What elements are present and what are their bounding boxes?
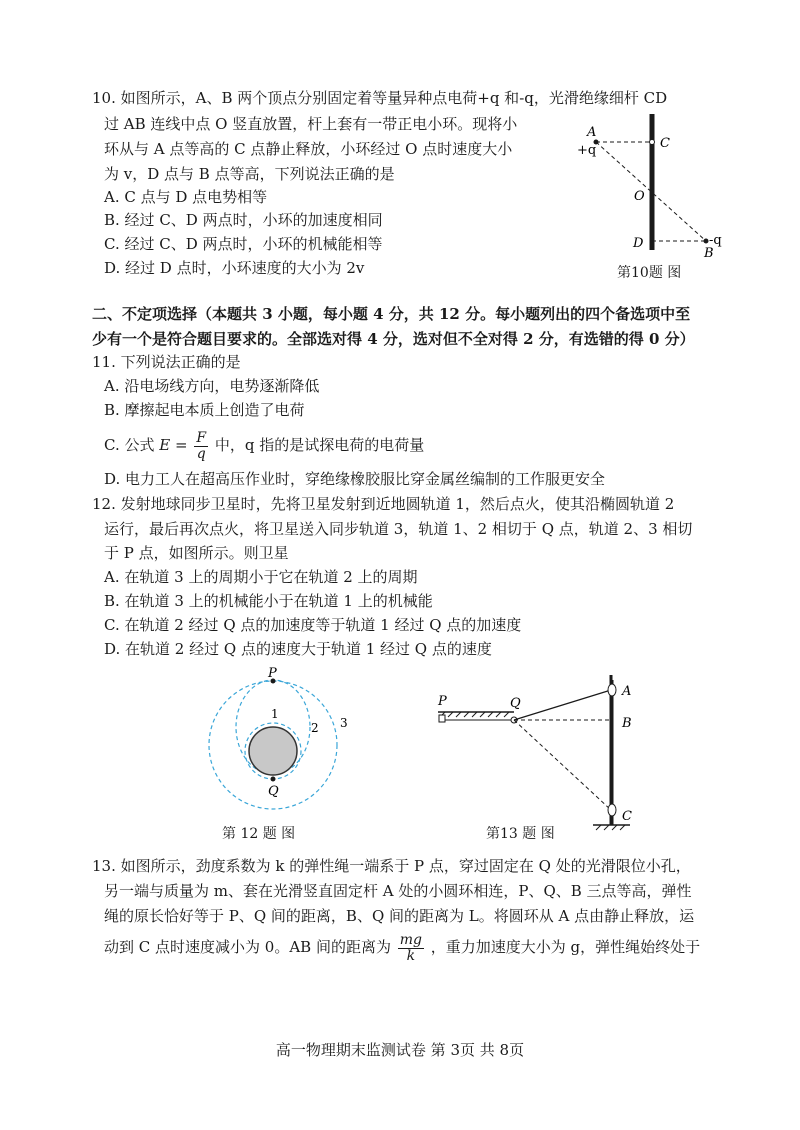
q13-caption: 第13 题 图 xyxy=(486,826,555,842)
q12-label-q: Q xyxy=(268,784,279,799)
q12-caption: 第 12 题 图 xyxy=(222,826,296,842)
q12-figure xyxy=(200,665,360,820)
q13-line-1: 13. 如图所示，劲度系数为 k 的弹性绳一端系于 P 点，穿过固定在 Q 处的光滑限位小孔， xyxy=(92,857,691,875)
q12-option-b: B. 在轨道 3 上的机械能小于在轨道 1 上的机械能 xyxy=(104,592,433,610)
q10-caption: 第10题 图 xyxy=(617,265,682,281)
q11-option-c-prefix: C. 公式 xyxy=(104,436,155,454)
q13-figure xyxy=(428,665,648,835)
q13-line-4-suffix: ，重力加速度大小为 g，弹性绳始终处于 xyxy=(430,938,701,956)
q10-figure xyxy=(570,110,740,260)
q11-option-a: A. 沿电场线方向，电势逐渐降低 xyxy=(104,377,320,395)
q12-option-d: D. 在轨道 2 经过 Q 点的速度大于轨道 1 经过 Q 点的速度 xyxy=(104,640,492,658)
q13-fraction-den: k xyxy=(406,947,416,964)
q12-point-q xyxy=(271,777,276,782)
q12-line-3: 于 P 点，如图所示。则卫星 xyxy=(104,544,289,562)
q12-option-a: A. 在轨道 3 上的周期小于它在轨道 2 上的周期 xyxy=(104,568,418,586)
q10-charge-b xyxy=(704,239,709,244)
q10-line-2: 过 AB 连线中点 O 竖直放置，杆上套有一带正电小环。现将小 xyxy=(104,115,518,133)
q13-anchor-p xyxy=(439,715,445,722)
page-footer: 高一物理期末监测试卷 第 3页 共 8页 xyxy=(275,1041,525,1059)
q10-label-plus-q: +q xyxy=(577,143,597,158)
q10-option-b: B. 经过 C、D 两点时，小环的加速度相同 xyxy=(104,211,383,229)
q13-rope-qa xyxy=(514,690,611,720)
q13-line-4 xyxy=(104,929,700,965)
q10-line-1: 10. 如图所示，A、B 两个顶点分别固定着等量异种点电荷+q 和-q，光滑绝缘细杆 CD xyxy=(92,89,668,107)
q11-formula-lhs: E = xyxy=(159,436,188,454)
q11-option-b: B. 摩擦起电本质上创造了电荷 xyxy=(104,401,305,419)
q11-option-d: D. 电力工人在超高压作业时，穿绝缘橡胶服比穿金属丝编制的工作服更安全 xyxy=(104,470,606,488)
q13-line-4-prefix: 动到 C 点时速度减小为 0。AB 间的距离为 xyxy=(104,938,391,956)
q12-label-3: 3 xyxy=(340,716,348,730)
q10-option-d: D. 经过 D 点时，小环速度的大小为 2v xyxy=(104,259,365,277)
q11-formula-fraction xyxy=(194,431,208,462)
q13-fraction xyxy=(398,933,424,964)
q11-formula-den: q xyxy=(196,445,206,462)
q10-option-c: C. 经过 C、D 两点时，小环的机械能相等 xyxy=(104,235,383,253)
q11-option-c-suffix: 中，q 指的是试探电荷的电荷量 xyxy=(214,436,425,454)
q11-stem: 11. 下列说法正确的是 xyxy=(92,353,241,371)
q10-label-o: O xyxy=(634,189,645,204)
q11-option-c xyxy=(104,427,424,463)
q10-label-d: D xyxy=(633,236,644,251)
q12-label-1: 1 xyxy=(271,707,279,721)
q10-line-3: 环从与 A 点等高的 C 点静止释放，小环经过 O 点时速度大小 xyxy=(104,140,513,158)
q13-label-c: C xyxy=(622,809,632,824)
q13-ring-c xyxy=(608,804,616,816)
q12-line-2: 运行，最后再次点火，将卫星送入同步轨道 3，轨道 1、2 相切于 Q 点，轨道 2、3 相切 xyxy=(104,520,693,538)
q12-earth xyxy=(249,727,297,775)
q10-ring xyxy=(650,140,655,145)
q13-line-2: 另一端与质量为 m、套在光滑竖直固定杆 A 处的小圆环相连，P、Q、B 三点等高，弹性 xyxy=(104,882,692,900)
q10-label-c: C xyxy=(660,136,670,151)
q13-ring-a xyxy=(608,684,616,696)
section2-line-2: 少有一个是符合题目要求的。全部选对得 4 分，选对但不全对得 2 分，有选错的得 0 分） xyxy=(92,330,695,348)
q12-label-2: 2 xyxy=(311,721,319,735)
q10-line-4: 为 v，D 点与 B 点等高，下列说法正确的是 xyxy=(104,165,395,183)
q13-line-qc xyxy=(514,720,611,810)
q10-label-a: A xyxy=(587,125,597,140)
q12-line-1: 12. 发射地球同步卫星时，先将卫星发射到近地圆轨道 1，然后点火，使其沿椭圆轨道 2 xyxy=(92,495,675,513)
q10-label-b: B xyxy=(704,246,714,260)
q13-label-a: A xyxy=(622,684,632,699)
q10-label-minus-q: -q xyxy=(709,233,722,248)
q10-option-a: A. C 点与 D 点电势相等 xyxy=(104,188,268,206)
q11-formula-num: F xyxy=(196,429,207,446)
section2-line-1: 二、不定项选择（本题共 3 小题，每小题 4 分，共 12 分。每小题列出的四个备选项中至 xyxy=(92,305,691,323)
q13-fraction-num: mg xyxy=(399,931,422,948)
q13-label-q: Q xyxy=(510,696,521,711)
q12-label-p: P xyxy=(268,666,277,681)
q13-label-p: P xyxy=(438,694,447,709)
q12-option-c: C. 在轨道 2 经过 Q 点的加速度等于轨道 1 经过 Q 点的加速度 xyxy=(104,616,522,634)
q13-label-b: B xyxy=(622,716,632,731)
q13-line-3: 绳的原长恰好等于 P、Q 间的距离，B、Q 间的距离为 L。将圆环从 A 点由静止释放，运 xyxy=(104,907,695,925)
